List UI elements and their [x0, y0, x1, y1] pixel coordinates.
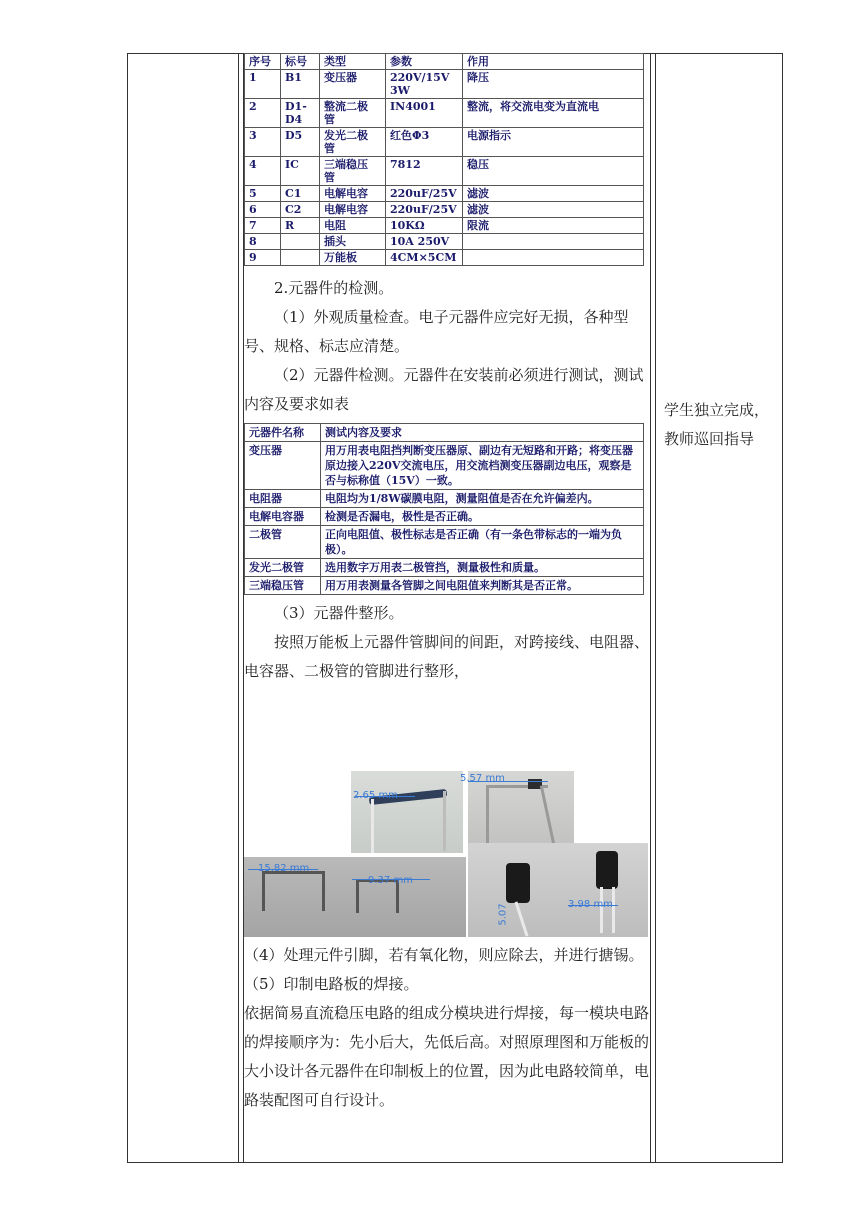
spec-table-row: [245, 157, 644, 186]
component-spec-table: [244, 53, 644, 266]
spec-table-cell: 8: [245, 234, 281, 250]
spec-table-cell: 220uF/25V: [386, 202, 463, 218]
spec-table-cell: 4CM×5CM: [386, 250, 463, 266]
test-table-cell: 选用数字万用表二极管挡，测量极性和质量。: [321, 559, 644, 577]
spec-table-cell: 电阻: [320, 218, 386, 234]
photo-jumper-lead: [244, 857, 466, 937]
spec-table-row: [245, 250, 644, 266]
para-soldering-body: 依据简易直流稳压电路的组成分模块进行焊接，每一模块电路的焊接顺序为：先小后大，先低后高。对照原理图和万能板的大小设计各元器件在印制板上的位置，因为此电路较简单，电路装配图可自行设计。: [244, 1004, 650, 1109]
spec-table-row: [245, 186, 644, 202]
spec-table-cell: 降压: [463, 70, 644, 99]
spec-table-cell: 整流，将交流电变为直流电: [463, 99, 644, 128]
spec-table-cell: 7: [245, 218, 281, 234]
spec-table-header-cell: 标号: [281, 54, 320, 70]
spec-table-cell: D1- D4: [281, 99, 320, 128]
spec-table-row: [245, 70, 644, 99]
para-lead-tinning: （4）处理元件引脚，若有氧化物，则应除去，并进行搪锡。: [244, 946, 644, 964]
spec-table-cell: 红色Φ3: [386, 128, 463, 157]
spec-table-header-cell: 序号: [245, 54, 281, 70]
spec-table-cell: 万能板: [320, 250, 386, 266]
spec-table-row: [245, 234, 644, 250]
test-table-cell: 二极管: [245, 526, 321, 559]
para-shaping-body: 按照万能板上元器件管脚间的间距，对跨接线、电阻器、电容器、二极管的管脚进行整形，: [244, 633, 650, 680]
spec-table-cell: 9: [245, 250, 281, 266]
spec-table-cell: 限流: [463, 218, 644, 234]
spec-table-header-cell: 类型: [320, 54, 386, 70]
test-table-row: [245, 442, 644, 490]
para-appearance-check: （1）外观质量检查。电子元器件应完好无损，各种型号、规格、标志应清楚。: [244, 308, 629, 355]
test-table-cell: 正向电阻值、极性标志是否正确（有一条色带标志的一端为负极）。: [321, 526, 644, 559]
spec-table-cell: 电解电容: [320, 202, 386, 218]
spec-table-cell: 7812: [386, 157, 463, 186]
spec-table-cell: 电解电容: [320, 186, 386, 202]
spec-table-cell: 220uF/25V: [386, 186, 463, 202]
spec-table-cell: 10A 250V: [386, 234, 463, 250]
test-table-header-cell: 测试内容及要求: [321, 424, 644, 442]
spec-table-cell: B1: [281, 70, 320, 99]
spec-table-cell: [281, 234, 320, 250]
teacher-note: 学生独立完成，教师巡回指导: [664, 401, 770, 448]
photo-resistor-lead: [351, 771, 463, 853]
spec-table-cell: 4: [245, 157, 281, 186]
para-component-test: （2）元器件检测。元器件在安装前必须进行测试，测试内容及要求如表: [244, 366, 644, 413]
spec-table-cell: 电源指示: [463, 128, 644, 157]
test-table-cell: 电解电容器: [245, 508, 321, 526]
test-table-cell: 电阻均为1/8W碳膜电阻，测量阻值是否在允许偏差内。: [321, 490, 644, 508]
test-table-cell: 发光二极管: [245, 559, 321, 577]
spec-table-cell: 10KΩ: [386, 218, 463, 234]
photo-capacitor-lead: [468, 843, 648, 937]
column-divider-right-inner: [655, 53, 656, 1163]
column-divider-right: [650, 53, 651, 1163]
spec-table-cell: 变压器: [320, 70, 386, 99]
spec-table-row: [245, 99, 644, 128]
spec-table-cell: 整流二极 管: [320, 99, 386, 128]
spec-table-cell: IC: [281, 157, 320, 186]
test-table-row: [245, 577, 644, 595]
test-table-cell: 用万用表电阻挡判断变压器原、副边有无短路和开路；将变压器原边接入220V交流电压，用交流档测变压器副边电压，观察是否与标称值（15V）一致。: [321, 442, 644, 490]
photo4-measure-label-b: 5.07: [497, 903, 509, 926]
bottom-content: [244, 941, 649, 1115]
component-test-table: [244, 423, 644, 595]
photo3-measure-label-b: 9.37 mm: [368, 875, 413, 886]
test-table-cell: 变压器: [245, 442, 321, 490]
spec-table-cell: 6: [245, 202, 281, 218]
photo4-measure-label-a: 3.98 mm: [568, 899, 613, 910]
spec-table-cell: C2: [281, 202, 320, 218]
test-table-row: [245, 526, 644, 559]
test-table-row: [245, 559, 644, 577]
spec-table-cell: 5: [245, 186, 281, 202]
test-table-header-cell: 元器件名称: [245, 424, 321, 442]
spec-table-row: [245, 128, 644, 157]
spec-table-header-cell: 参数: [386, 54, 463, 70]
test-table-row: [245, 490, 644, 508]
para-shaping-title: （3）元器件整形。: [274, 604, 404, 622]
spec-table-cell: C1: [281, 186, 320, 202]
test-table-cell: 用万用表测量各管脚之间电阻值来判断其是否正常。: [321, 577, 644, 595]
spec-table-cell: 滤波: [463, 202, 644, 218]
test-table-header-row: [245, 424, 644, 442]
spec-table-cell: 插头: [320, 234, 386, 250]
spec-table-cell: 220V/15V 3W: [386, 70, 463, 99]
test-table-cell: 电阻器: [245, 490, 321, 508]
spec-table-cell: [281, 250, 320, 266]
spec-table-cell: 1: [245, 70, 281, 99]
para-soldering-title: （5）印制电路板的焊接。: [244, 975, 419, 993]
spec-table-cell: 3: [245, 128, 281, 157]
spec-table-header-row: [245, 54, 644, 70]
photo2-measure-label: 5.57 mm: [460, 773, 505, 784]
spec-table-cell: D5: [281, 128, 320, 157]
photo-diode-lead: [460, 771, 574, 853]
column-divider-left: [238, 53, 239, 1163]
test-table-row: [245, 508, 644, 526]
main-content: [244, 53, 649, 686]
spec-table-cell: 稳压: [463, 157, 644, 186]
spec-table-header-cell: 作用: [463, 54, 644, 70]
spec-table-cell: 滤波: [463, 186, 644, 202]
spec-table-cell: 三端稳压 管: [320, 157, 386, 186]
spec-table-cell: [463, 250, 644, 266]
spec-table-cell: R: [281, 218, 320, 234]
spec-table-cell: IN4001: [386, 99, 463, 128]
spec-table-row: [245, 218, 644, 234]
section-2-title: 2.元器件的检测。: [274, 279, 394, 297]
spec-table-cell: 发光二极 管: [320, 128, 386, 157]
spec-table-row: [245, 202, 644, 218]
test-table-cell: 检测是否漏电，极性是否正确。: [321, 508, 644, 526]
photo3-measure-label-a: 15.82 mm: [258, 863, 310, 874]
spec-table-cell: [463, 234, 644, 250]
spec-table-cell: 2: [245, 99, 281, 128]
test-table-cell: 三端稳压管: [245, 577, 321, 595]
photo1-measure-label: 2.65 mm: [353, 790, 398, 801]
